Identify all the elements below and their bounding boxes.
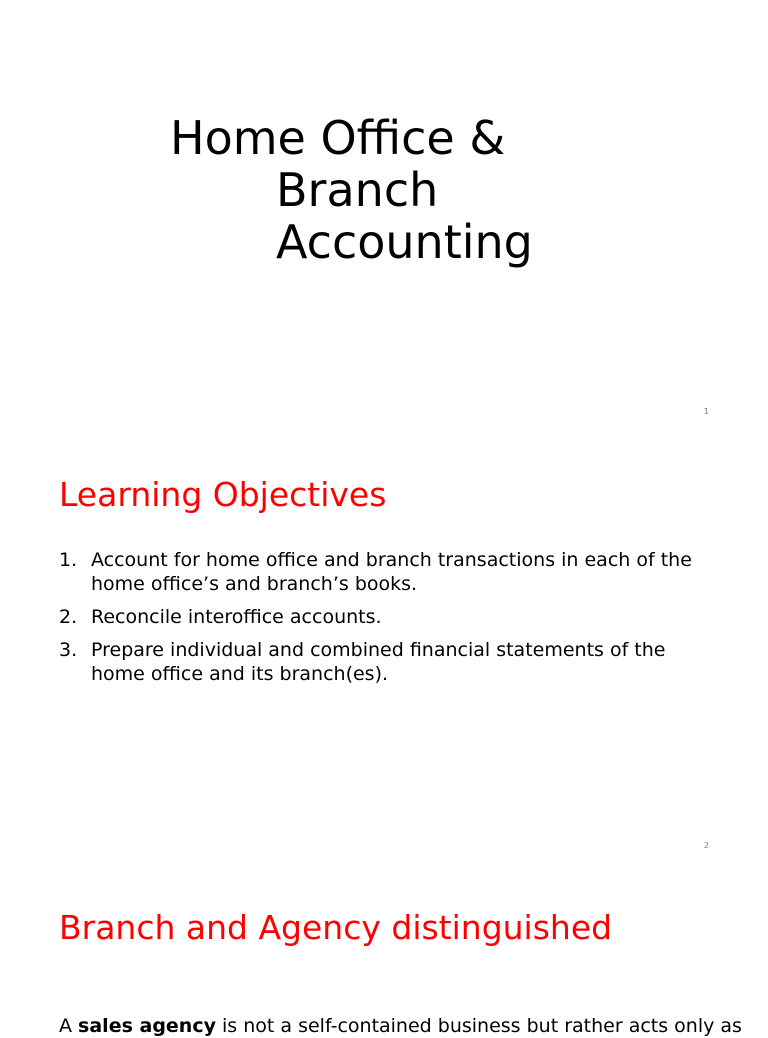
slide-title-line-2: Branch: [276, 163, 439, 217]
list-item-text: Prepare individual and combined financial statements of the home office and its branch(es).: [91, 639, 666, 685]
list-item-text: Reconcile interoffice accounts.: [91, 606, 382, 628]
list-item: [59, 605, 709, 629]
slide-number: 1: [703, 407, 709, 416]
slide-title-line-1: Home Office &: [170, 111, 506, 165]
list-item-number: 1.: [59, 549, 78, 571]
list-item: [59, 638, 709, 686]
body-text-bold-term: sales agency: [78, 1015, 216, 1037]
slide-2: [0, 434, 768, 868]
list-item-number: 2.: [59, 606, 78, 628]
section-heading: Branch and Agency distinguished: [59, 908, 613, 947]
slide-number: 2: [703, 841, 709, 850]
body-text-prefix: A: [59, 1015, 79, 1037]
slide-3: [0, 868, 768, 1037]
list-item-number: 3.: [59, 639, 78, 661]
slide-1: [0, 0, 768, 434]
list-item-text: Account for home office and branch transactions in each of the home office’s and branch’s books.: [91, 549, 692, 595]
section-heading: Learning Objectives: [59, 475, 387, 514]
slide-title-line-3: Accounting: [276, 215, 533, 269]
list-item: [59, 548, 709, 596]
objectives-list: [59, 548, 709, 695]
body-text-partial: [59, 1014, 742, 1038]
body-text-rest: is not a self-contained business but rather acts only as: [215, 1015, 742, 1037]
